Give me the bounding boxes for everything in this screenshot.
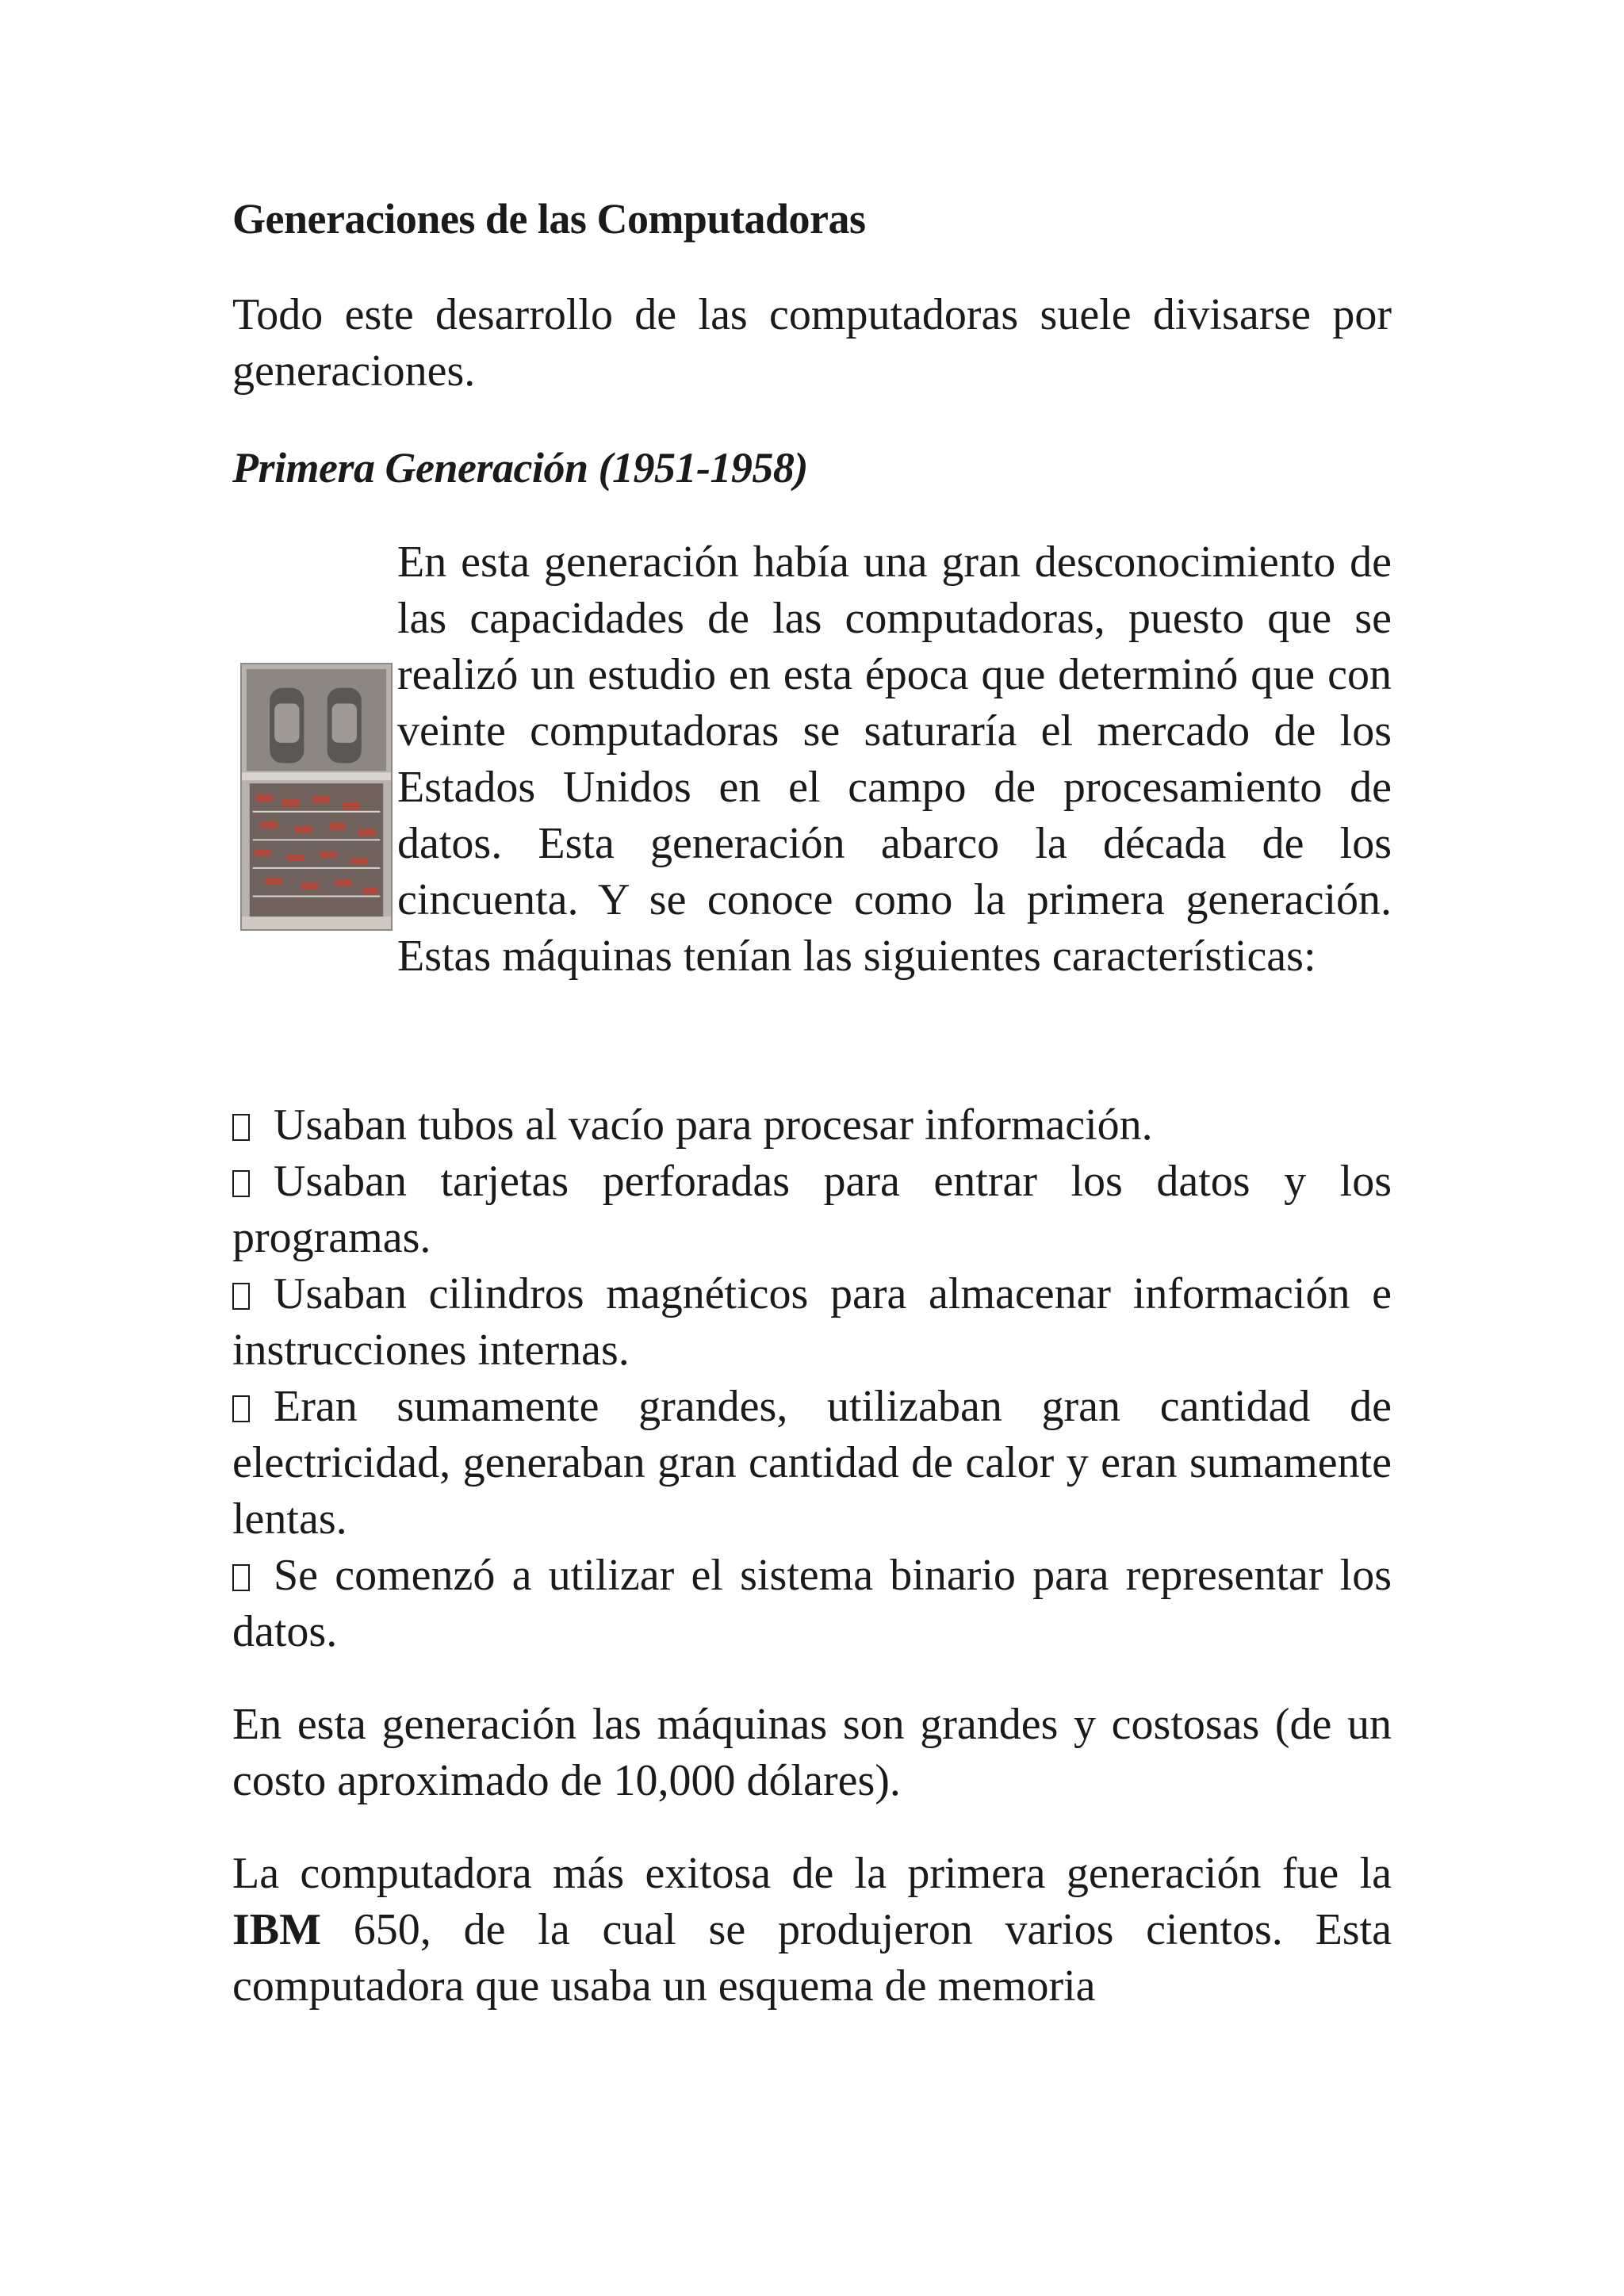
page-title: Generaciones de las Computadoras xyxy=(232,195,866,243)
bullet-glyph-icon xyxy=(232,1283,250,1310)
list-item xyxy=(232,1379,1392,1548)
ibm-paragraph xyxy=(232,1846,1392,2015)
document-content xyxy=(232,190,1392,2015)
list-item xyxy=(232,1266,1392,1379)
list-item xyxy=(232,1097,1392,1154)
ibm-paragraph-suffix: 650, de la cual se produjeron varios cientos. Esta computadora que usaba un esquema de memoria xyxy=(232,1905,1392,2011)
section-body-text xyxy=(397,534,1392,985)
list-item-text: Usaban tubos al vacío para procesar información. xyxy=(274,1100,1153,1150)
bullet-glyph-icon xyxy=(232,1564,250,1591)
list-item-text: Eran sumamente grandes, utilizaban gran cantidad de electricidad, generaban gran cantidad de calor y eran sumamente lentas. xyxy=(232,1382,1392,1544)
list-item xyxy=(232,1548,1392,1660)
list-item-text: Usaban tarjetas perforadas para entrar los datos y los programas. xyxy=(232,1157,1392,1262)
list-item xyxy=(232,1154,1392,1266)
vacuum-tube-module-image xyxy=(240,663,393,931)
bullet-glyph-icon xyxy=(232,1395,250,1422)
list-item-text: Se comenzó a utilizar el sistema binario para representar los datos. xyxy=(232,1551,1392,1656)
section-heading: Primera Generación (1951-1958) xyxy=(232,444,808,492)
ibm-paragraph-prefix: La computadora más exitosa de la primera generación fue la xyxy=(232,1849,1392,1898)
vacuum-tube-module-illustration xyxy=(242,664,391,929)
cost-paragraph: En esta generación las máquinas son grandes y costosas (de un costo aproximado de 10,000 dólares). xyxy=(232,1700,1392,1805)
ibm-name: IBM xyxy=(232,1905,321,1954)
list-item-text: Usaban cilindros magnéticos para almacenar información e instrucciones internas. xyxy=(232,1269,1392,1375)
intro-paragraph: Todo este desarrollo de las computadoras suele divisarse por generaciones. xyxy=(232,290,1392,396)
bullet-glyph-icon xyxy=(232,1170,250,1197)
characteristics-list xyxy=(232,1097,1392,1660)
section-body-paragraph: En esta generación había una gran desconocimiento de las capacidades de las computadoras, puesto que se realizó un estudio en esta época que determinó que con veinte computadoras se saturaría el mercado de los Estados Unidos en el campo de procesamiento de datos. Esta generación abarco la década de los cincuenta. Y se conoce como la primera generación. Estas máquinas tenían las siguientes características: xyxy=(397,538,1392,981)
bullet-glyph-icon xyxy=(232,1114,250,1141)
first-generation-block xyxy=(232,534,1392,1097)
